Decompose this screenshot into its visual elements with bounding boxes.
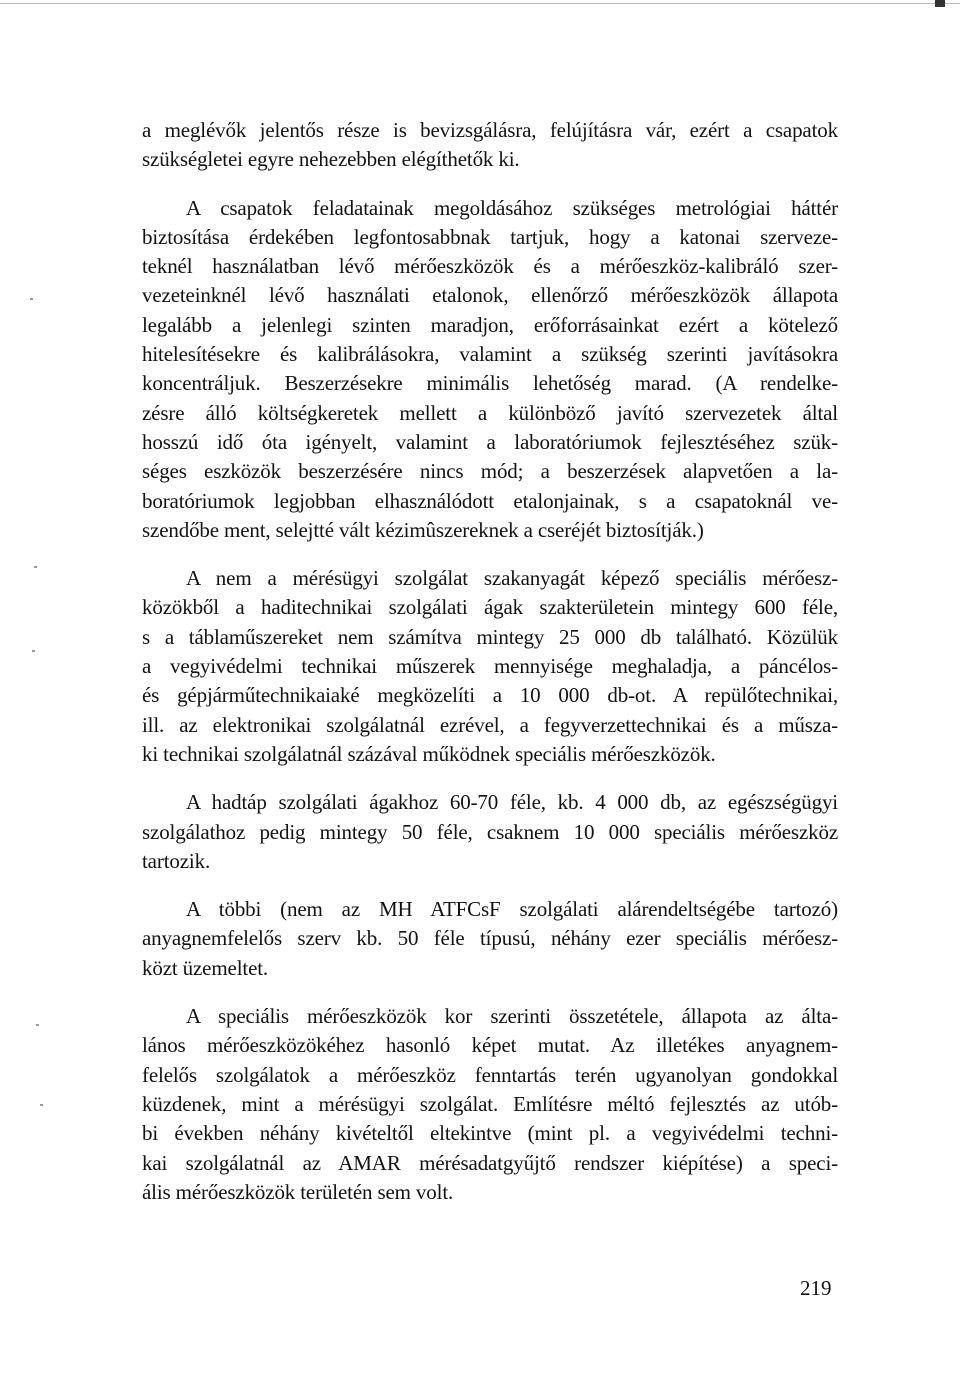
text-line: ki technikai szolgálatnál százával működnek speciális mérőeszközök.	[142, 741, 716, 766]
text-line: küzdenek, mint a mérésügyi szolgálat. Említésre méltó fejlesztés az utób-	[142, 1091, 838, 1116]
scan-speck	[32, 650, 35, 652]
text-line: vezeteinknél lévő használati etalonok, ellenőrző mérőeszközök állapota	[142, 283, 838, 308]
paragraph	[142, 1002, 838, 1207]
document-body	[142, 116, 838, 1207]
paragraph	[142, 564, 838, 769]
text-line: kai szolgálatnál az AMAR mérésadatgyűjtő rendszer kiépítése) a speci-	[142, 1150, 838, 1175]
text-line: tartozik.	[142, 848, 211, 873]
text-line: zésre álló költségkeretek mellett a különböző javító szervezetek által	[142, 400, 838, 425]
text-line: a meglévők jelentős része is bevizsgálásra, felújításra vár, ezért a csapatok	[142, 118, 838, 142]
paragraph	[142, 194, 838, 546]
text-line: ális mérőeszközök területén sem volt.	[142, 1179, 454, 1204]
scan-speck	[34, 566, 37, 568]
text-line: szolgálathoz pedig mintegy 50 féle, csaknem 10 000 speciális mérőeszköz	[142, 819, 838, 844]
scan-corner-mark	[935, 0, 945, 7]
paragraph	[142, 116, 838, 175]
text-line: szendőbe ment, selejtté vált kézimûszereknek a cseréjét biztosítják.)	[142, 517, 704, 542]
text-line: közökből a haditechnikai szolgálati ágak szakterületein mintegy 600 féle,	[142, 595, 838, 620]
text-line: anyagnemfelelős szerv kb. 50 féle típusú, néhány ezer speciális mérőesz-	[142, 926, 838, 951]
text-line: koncentráljuk. Beszerzésekre minimális lehetőség marad. (A rendelke-	[142, 371, 838, 396]
text-line: a vegyivédelmi technikai műszerek mennyisége meghaladja, a páncélos-	[142, 654, 838, 679]
text-line: A speciális mérőeszközök kor szerinti összetétele, állapota az álta-	[186, 1004, 838, 1029]
text-line: felelős szolgálatok a mérőeszköz fenntartás terén ugyanolyan gondokkal	[142, 1062, 838, 1087]
scan-speck	[36, 1024, 39, 1026]
text-line: hosszú idő óta igényelt, valamint a laboratóriumok fejlesztéséhez szük-	[142, 429, 838, 454]
text-line: A többi (nem az MH ATFCsF szolgálati alárendeltségébe tartozó)	[186, 897, 838, 922]
text-line: szükségletei egyre nehezebben elégíthetők ki.	[142, 147, 520, 172]
text-line: teknél használatban lévő mérőeszközök és a mérőeszköz-kalibráló szer-	[142, 254, 838, 279]
paragraph	[142, 788, 838, 876]
text-line: A hadtáp szolgálati ágakhoz 60-70 féle, kb. 4 000 db, az egészségügyi	[186, 790, 838, 815]
text-line: legalább a jelenlegi szinten maradjon, erőforrásainkat ezért a kötelező	[142, 312, 838, 337]
text-line: és gépjárműtechnikaiaké megközelíti a 10 000 db-ot. A repülőtechnikai,	[142, 683, 838, 708]
text-line: A nem a mérésügyi szolgálat szakanyagát képező speciális mérőesz-	[186, 566, 838, 591]
page-number: 219	[800, 1276, 832, 1300]
text-line: s a táblaműszereket nem számítva mintegy 25 000 db található. Közülük	[142, 624, 838, 649]
text-line: A csapatok feladatainak megoldásához szükséges metrológiai háttér	[186, 195, 838, 220]
text-line: hitelesítésekre és kalibrálásokra, valamint a szükség szerinti javításokra	[142, 342, 838, 367]
text-line: közt üzemeltet.	[142, 955, 269, 980]
text-line: séges eszközök beszerzésére nincs mód; a beszerzések alapvetően a la-	[142, 459, 838, 484]
paragraph	[142, 895, 838, 983]
text-line: ill. az elektronikai szolgálatnál ezrével, a fegyverzettechnikai és a műsza-	[142, 712, 838, 737]
text-line: biztosítása érdekében legfontosabbnak tartjuk, hogy a katonai szerveze-	[142, 224, 838, 249]
text-line: bi években néhány kivételtől eltekintve (mint pl. a vegyivédelmi techni-	[142, 1121, 838, 1146]
text-line: lános mérőeszközökéhez hasonló képet mutat. Az illetékes anyagnem-	[142, 1033, 838, 1058]
scan-speck	[40, 1104, 43, 1106]
scan-top-rule	[0, 3, 960, 4]
text-line: boratóriumok legjobban elhasználódott etalonjainak, s a csapatoknál ve-	[142, 488, 838, 513]
scan-speck	[30, 298, 33, 300]
